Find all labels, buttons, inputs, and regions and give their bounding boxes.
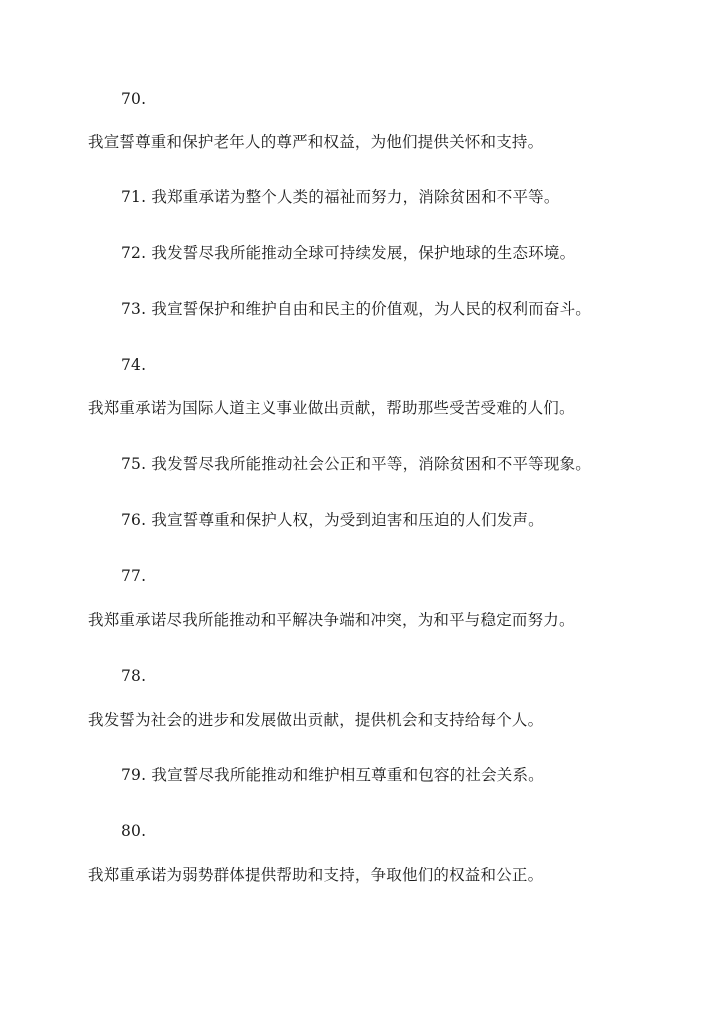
pledge-item-79: 79. 我宣誓尽我所能推动和维护相互尊重和包容的社会关系。 bbox=[121, 766, 544, 784]
pledge-text-70: 我宣誓尊重和保护老年人的尊严和权益，为他们提供关怀和支持。 bbox=[88, 133, 544, 151]
item-number-77: 77. bbox=[121, 567, 147, 585]
item-number-74: 74. bbox=[121, 356, 147, 374]
pledge-text-74: 我郑重承诺为国际人道主义事业做出贡献，帮助那些受苦受难的人们。 bbox=[88, 399, 575, 417]
item-number-80: 80. bbox=[121, 822, 147, 840]
pledge-text-80: 我郑重承诺为弱势群体提供帮助和支持，争取他们的权益和公正。 bbox=[88, 866, 544, 884]
pledge-item-75: 75. 我发誓尽我所能推动社会公正和平等，消除贫困和不平等现象。 bbox=[121, 455, 591, 473]
item-number-78: 78. bbox=[121, 667, 147, 685]
pledge-item-71: 71. 我郑重承诺为整个人类的福祉而努力，消除贫困和不平等。 bbox=[121, 188, 560, 206]
pledge-item-73: 73. 我宣誓保护和维护自由和民主的价值观，为人民的权利而奋斗。 bbox=[121, 300, 591, 318]
pledge-text-78: 我发誓为社会的进步和发展做出贡献，提供机会和支持给每个人。 bbox=[88, 711, 544, 729]
pledge-text-77: 我郑重承诺尽我所能推动和平解决争端和冲突，为和平与稳定而努力。 bbox=[88, 611, 575, 629]
pledge-item-76: 76. 我宣誓尊重和保护人权，为受到迫害和压迫的人们发声。 bbox=[121, 511, 544, 529]
item-number-70: 70. bbox=[121, 90, 147, 108]
pledge-item-72: 72. 我发誓尽我所能推动全球可持续发展，保护地球的生态环境。 bbox=[121, 244, 576, 262]
